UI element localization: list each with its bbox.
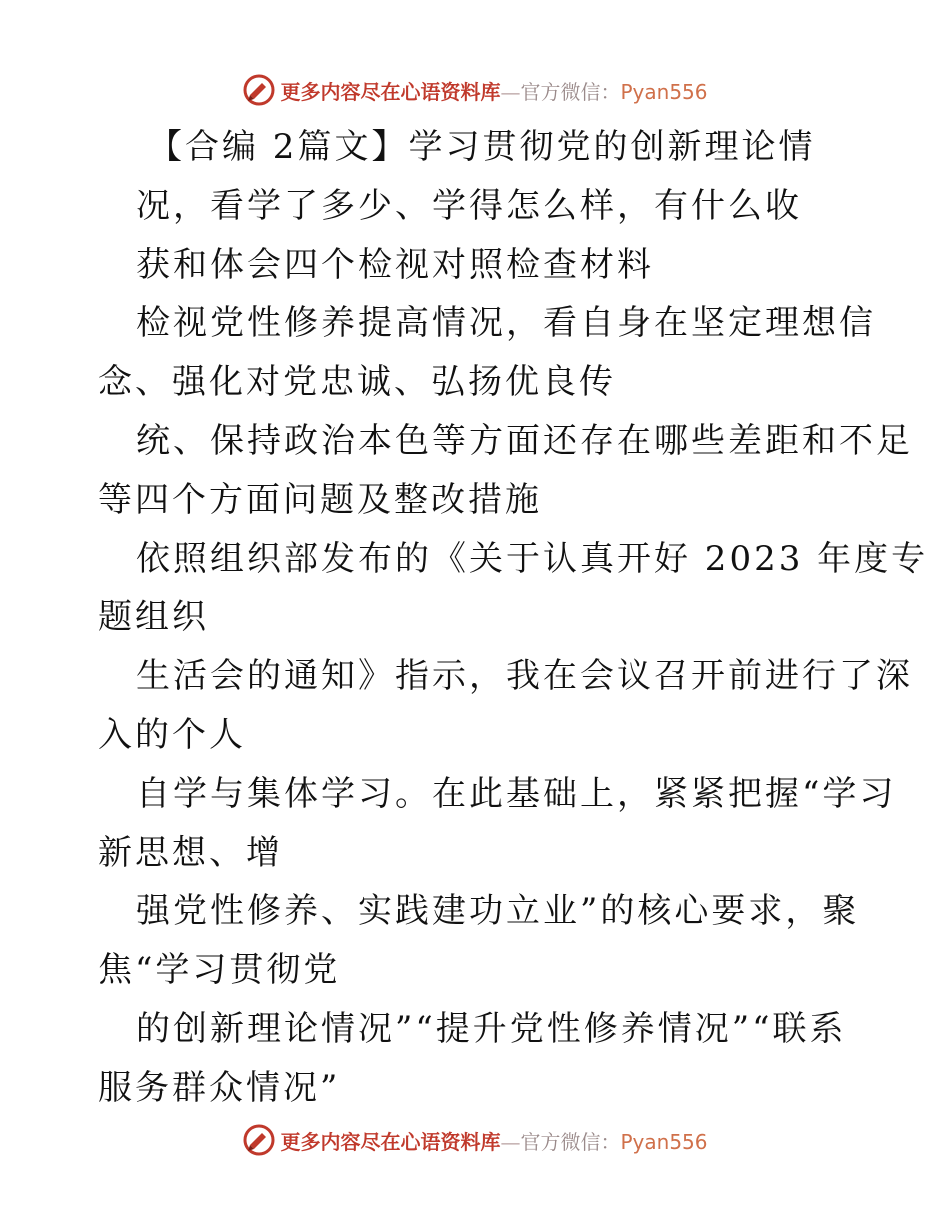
document-body xyxy=(98,118,929,1118)
header-banner xyxy=(0,70,950,110)
banner-dash: — xyxy=(500,1129,521,1154)
banner-wechat-label: 官方微信： xyxy=(520,1129,621,1154)
text-line: 念、强化对党忠诚、弘扬优良传 xyxy=(98,362,616,403)
banner-brand: 更多内容尽在心语资料库 xyxy=(280,1129,501,1154)
text-line: 自学与集体学习。在此基础上，紧紧把握“学习 xyxy=(136,773,897,814)
text-line: 统、保持政治本色等方面还存在哪些差距和不足 xyxy=(136,420,913,461)
text-line: 新思想、增 xyxy=(98,832,283,873)
header-banner-text xyxy=(280,76,707,105)
banner-wechat-id: Pyan556 xyxy=(620,1129,708,1154)
banner-wechat-label: 官方微信： xyxy=(520,79,621,104)
title-line-1: 【合编 2篇文】学习贯彻党的创新理论情 xyxy=(148,127,816,167)
text-line: 入的个人 xyxy=(98,714,246,755)
banner-dash: — xyxy=(500,79,521,104)
footer-banner-text xyxy=(280,1126,707,1155)
text-line: 生活会的通知》指示，我在会议召开前进行了深 xyxy=(136,656,913,697)
title-line-3: 获和体会四个检视对照检查材料 xyxy=(136,244,654,285)
text-line: 检视党性修养提高情况，看自身在坚定理想信 xyxy=(136,303,876,344)
text-line: 的创新理论情况”“提升党性修养情况”“联系 xyxy=(136,1008,847,1049)
banner-brand: 更多内容尽在心语资料库 xyxy=(280,79,501,104)
pen-logo-icon xyxy=(242,73,276,107)
pen-logo-icon xyxy=(242,1123,276,1157)
title-line-2: 况，看学了多少、学得怎么样，有什么收 xyxy=(136,185,802,226)
text-line: 依照组织部发布的《关于认真开好 2023 年度专 xyxy=(136,538,929,579)
text-line: 强党性修养、实践建功立业”的核心要求，聚 xyxy=(136,891,860,932)
text-line: 焦“学习贯彻党 xyxy=(98,950,341,991)
text-line: 等四个方面问题及整改措施 xyxy=(98,479,542,520)
text-line: 服务群众情况” xyxy=(98,1067,341,1108)
banner-wechat-id: Pyan556 xyxy=(620,79,708,104)
text-line: 题组织 xyxy=(98,597,209,638)
footer-banner xyxy=(0,1120,950,1160)
